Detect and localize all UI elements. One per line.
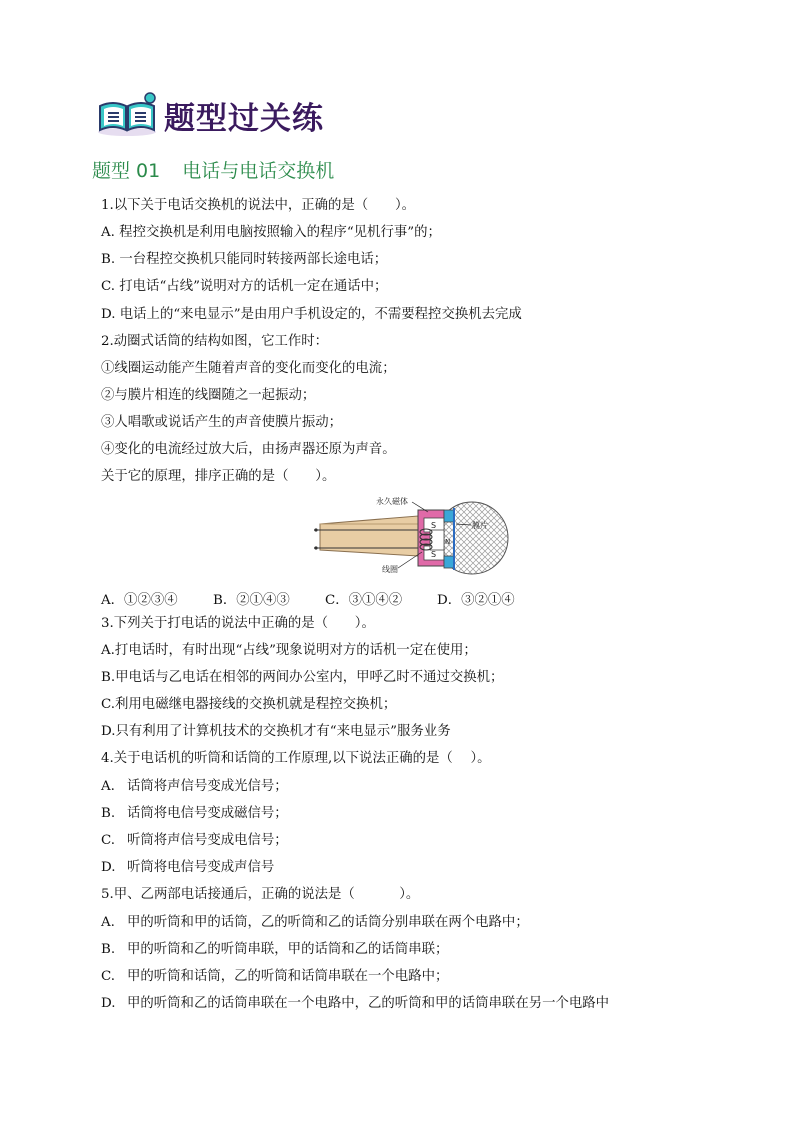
q1-option-a: A. 程控交换机是利用电脑按照输入的程序“见机行事”的； (101, 225, 441, 240)
q5-option-a: A. 甲的听筒和甲的话筒，乙的听筒和乙的话筒分别串联在两个电路中； (101, 915, 529, 930)
diaphragm-label: 膜片 (472, 521, 488, 530)
q2-option-c: C．③①④② (325, 593, 403, 608)
option-letter: C. (101, 833, 116, 848)
q3-option-c: C.利用电磁继电器接线的交换机就是程控交换机； (101, 697, 397, 712)
q2-question: 关于它的原理，排序正确的是（ ）。 (101, 469, 336, 484)
q1-option-c: C. 打电话“占线”说明对方的话机一定在通话中； (101, 279, 388, 294)
option-letter: B. (101, 806, 116, 821)
q3-option-b: B.甲电话与乙电话在相邻的两间办公室内，甲呼乙时不通过交换机； (101, 670, 504, 685)
q1-option-b: B. 一台程控交换机只能同时转接两部长途电话； (101, 252, 388, 267)
q2-statement-2: ②与膜片相连的线圈随之一起振动； (101, 388, 316, 403)
section-label: 题型 01 (92, 160, 161, 182)
microphone-figure (314, 494, 512, 576)
q2-stem: 2.动圈式话筒的结构如图，它工作时： (101, 334, 329, 349)
section-header (96, 92, 324, 138)
q2-option-b: B．②①④③ (213, 593, 290, 608)
q2-statement-1: ①线圈运动能产生随着声音的变化而变化的电流； (101, 361, 396, 376)
q3-stem: 3.下列关于打电话的说法中正确的是（ ）。 (101, 616, 375, 631)
option-letter: C. (101, 969, 116, 984)
q3-option-d: D.只有利用了计算机技术的交换机才有“来电显示”服务业务 (101, 724, 451, 739)
q5-option-c: C. 甲的听筒和话筒，乙的听筒和话筒串联在一个电路中； (101, 969, 449, 984)
option-letter: A. (101, 779, 115, 794)
q5-stem: 5.甲、乙两部电话接通后，正确的说法是（ ）。 (101, 887, 420, 902)
q2-statement-4: ④变化的电流经过放大后，由扬声器还原为声音。 (101, 442, 396, 457)
magnet-label: 永久磁体 (376, 497, 408, 506)
book-icon (96, 92, 158, 138)
s-pole-bottom: S (431, 550, 437, 559)
q4-option-c: C. 听筒将声信号变成电信号； (101, 833, 288, 848)
q2-options (101, 589, 515, 608)
option-letter: D. (101, 996, 116, 1011)
section-title (92, 156, 334, 183)
q5-option-b: B. 甲的听筒和乙的听筒串联，甲的话筒和乙的话筒串联； (101, 942, 449, 957)
coil-label: 线圈 (382, 565, 398, 574)
section-name: 电话与电话交换机 (182, 160, 335, 182)
q4-option-b: B. 话筒将电信号变成磁信号； (101, 806, 288, 821)
q4-option-d: D. 听筒将电信号变成声信号 (101, 860, 275, 875)
q1-stem: 1.以下关于电话交换机的说法中，正确的是（ ）。 (101, 198, 416, 213)
n-pole: N (445, 538, 451, 546)
q4-option-a: A. 话筒将声信号变成光信号； (101, 779, 288, 794)
q1-option-d: D. 电话上的“来电显示”是由用户手机设定的，不需要程控交换机去完成 (101, 307, 522, 322)
option-letter: D. (101, 860, 116, 875)
q5-option-d: D. 甲的听筒和乙的话筒串联在一个电路中，乙的听筒和甲的话筒串联在另一个电路中 (101, 996, 610, 1011)
q2-option-d: D．③②①④ (437, 593, 515, 608)
q4-stem: 4.关于电话机的听筒和话筒的工作原理,以下说法正确的是（ ）。 (101, 751, 491, 766)
q2-option-a: A．①②③④ (101, 593, 178, 608)
option-letter: A. (101, 915, 115, 930)
q3-option-a: A.打电话时，有时出现“占线”现象说明对方的话机一定在使用； (101, 643, 477, 658)
page-title: 题型过关练 (164, 100, 324, 137)
s-pole-top: S (431, 521, 437, 530)
option-letter: B. (101, 942, 116, 957)
q2-statement-3: ③人唱歌或说话产生的声音使膜片振动； (101, 415, 343, 430)
